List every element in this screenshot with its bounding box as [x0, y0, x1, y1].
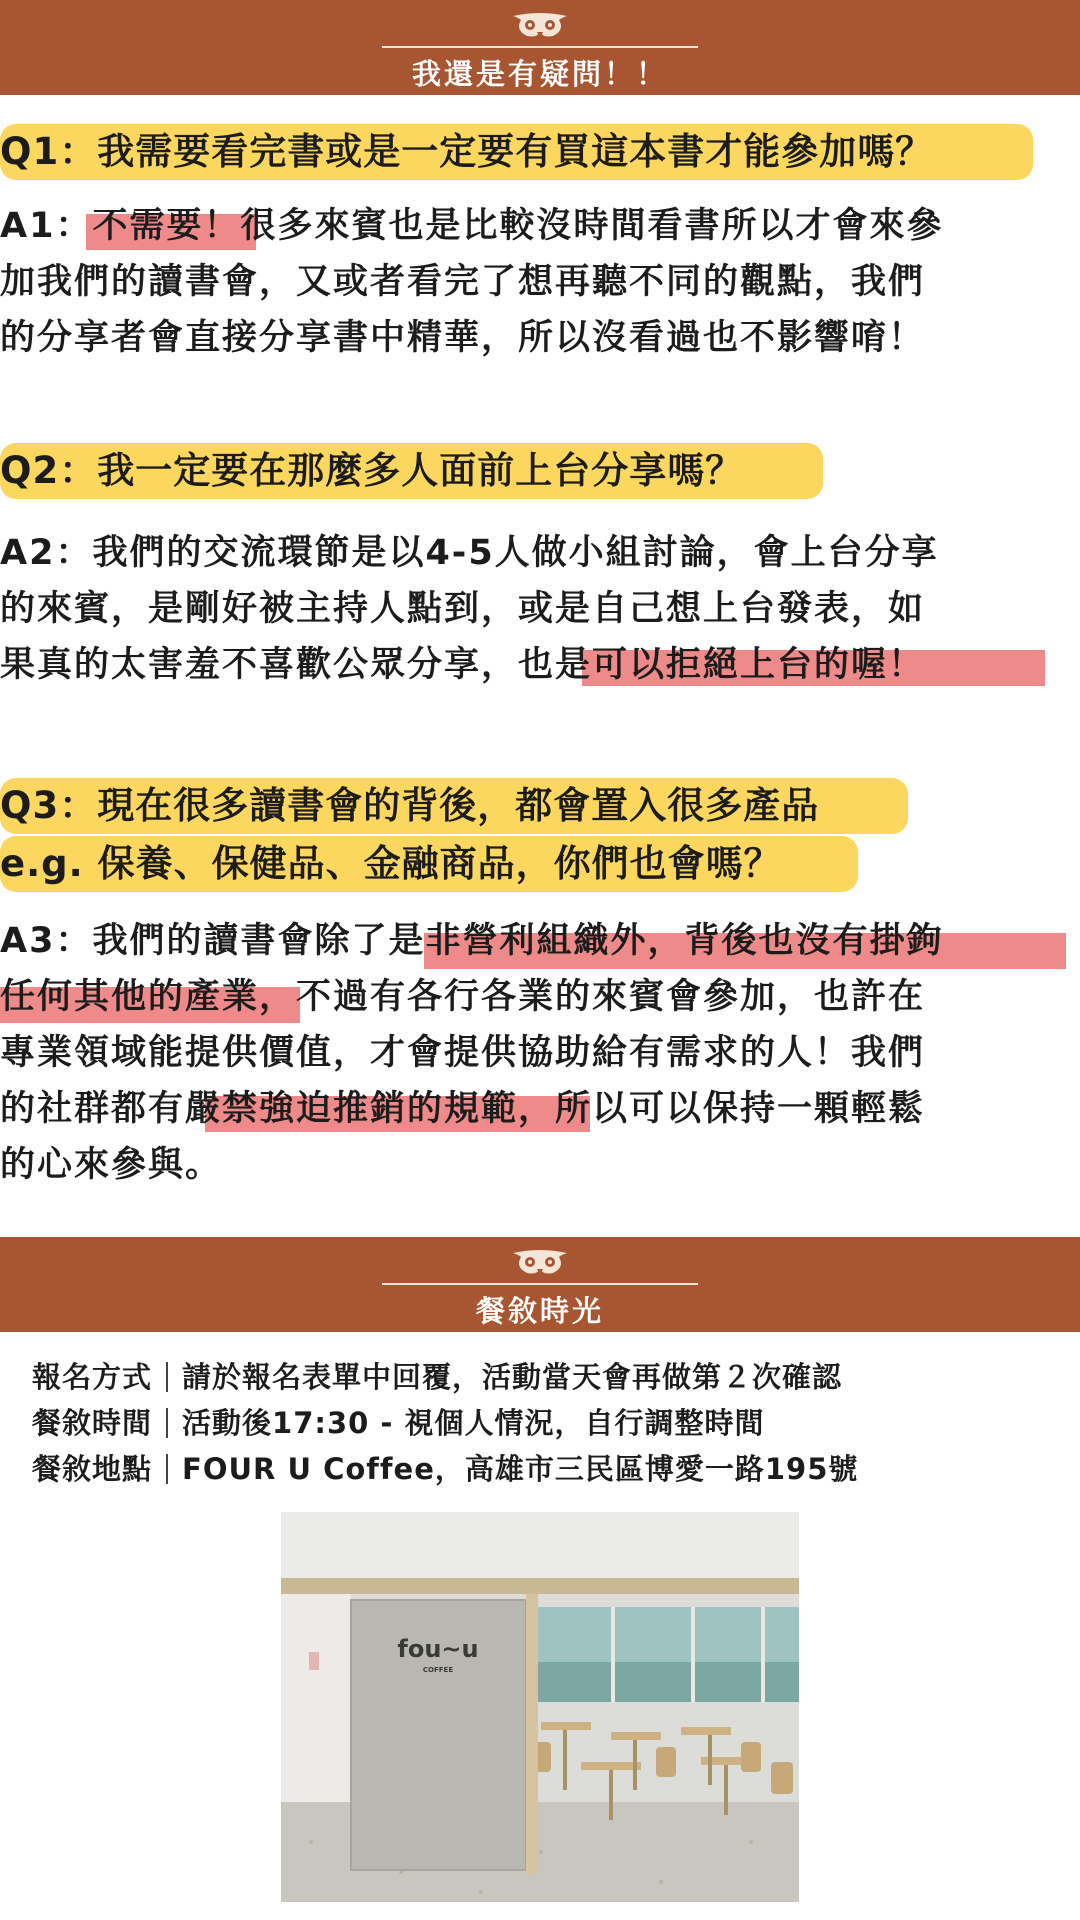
answer-highlight-text: 不需要！	[92, 206, 241, 246]
question-line: e.g. 保養、保健品、金融商品，你們也會嗎？	[0, 842, 782, 885]
divider	[166, 1454, 168, 1484]
answer-line: 加我們的讀書會，又或者看完了想再聽不同的觀點，我們	[0, 262, 926, 302]
answer-1	[0, 198, 1080, 366]
answer-2	[0, 525, 1080, 693]
info-value: FOUR U Coffee，高雄市三民區博愛一路195號	[182, 1452, 859, 1486]
owl-icon	[509, 10, 571, 42]
section-title: 餐敘時光	[475, 1294, 604, 1328]
answer-prefix: A1：	[0, 206, 93, 246]
answer-line: 專業領域能提供價值，才會提供協助給有需求的人！我們	[0, 1033, 926, 1073]
logo-subtext: COFFEE	[422, 1666, 454, 1674]
answer-3	[0, 913, 1080, 1193]
info-label: 餐敘時間	[32, 1406, 153, 1440]
answer-text: 很多來賓也是比較沒時間看書所以才會來參	[240, 206, 944, 246]
answer-line: 的來賓，是剛好被主持人點到，或是自己想上台發表，如	[0, 589, 926, 629]
question-line: Q3：現在很多讀書會的背後，都會置入很多產品	[0, 784, 820, 827]
section-banner-faq	[0, 0, 1080, 95]
answer-line: 的分享者會直接分享書中精華，所以沒看過也不影響唷！	[0, 318, 926, 358]
answer-highlight-text: 是非營利組織外，背後也沒有掛鉤	[388, 921, 944, 961]
owl-icon	[509, 1247, 571, 1279]
logo-text: fou~u	[397, 1635, 479, 1663]
info-row	[32, 1400, 858, 1446]
answer-line: A2：我們的交流環節是以4-5人做小組討論，會上台分享	[0, 533, 939, 573]
answer-text: 的社群都有	[0, 1089, 186, 1129]
dinner-info	[32, 1354, 858, 1492]
question-3	[0, 778, 819, 892]
answer-text: A3：我們的讀書會除了	[0, 921, 389, 961]
info-row	[32, 1354, 858, 1400]
info-label: 報名方式	[32, 1360, 153, 1394]
answer-text: ，不過有各行各業的來賓會參加，也許在	[259, 977, 926, 1017]
question-1: Q1：我需要看完書或是一定要有買這本書才能參加嗎？	[0, 130, 934, 173]
info-row	[32, 1446, 858, 1492]
divider	[166, 1362, 168, 1392]
answer-highlight-text: 嚴禁強迫推銷的規範	[185, 1089, 519, 1129]
divider	[166, 1408, 168, 1438]
answer-highlight-text: 任何其他的產業	[0, 977, 260, 1017]
section-banner-dinner	[0, 1237, 1080, 1332]
banner-rule	[382, 1283, 698, 1285]
info-value: 活動後17:30 - 視個人情況，自行調整時間	[182, 1406, 765, 1440]
cafe-interior-illustration	[281, 1512, 799, 1902]
banner-rule	[382, 46, 698, 48]
question-2: Q2：我一定要在那麼多人面前上台分享嗎？	[0, 449, 744, 492]
info-value: 請於報名表單中回覆，活動當天會再做第２次確認	[182, 1360, 843, 1394]
answer-text: 果真的太害羞不喜歡公眾分享，	[0, 645, 519, 685]
section-title: 我還是有疑問！！	[411, 57, 668, 91]
info-label: 餐敘地點	[32, 1452, 153, 1486]
cafe-photo	[281, 1512, 799, 1902]
answer-text: ，所以可以保持一顆輕鬆	[518, 1089, 926, 1129]
answer-highlight-text: 也是可以拒絕上台的喔！	[518, 645, 926, 685]
answer-line: 的心來參與。	[0, 1145, 223, 1185]
